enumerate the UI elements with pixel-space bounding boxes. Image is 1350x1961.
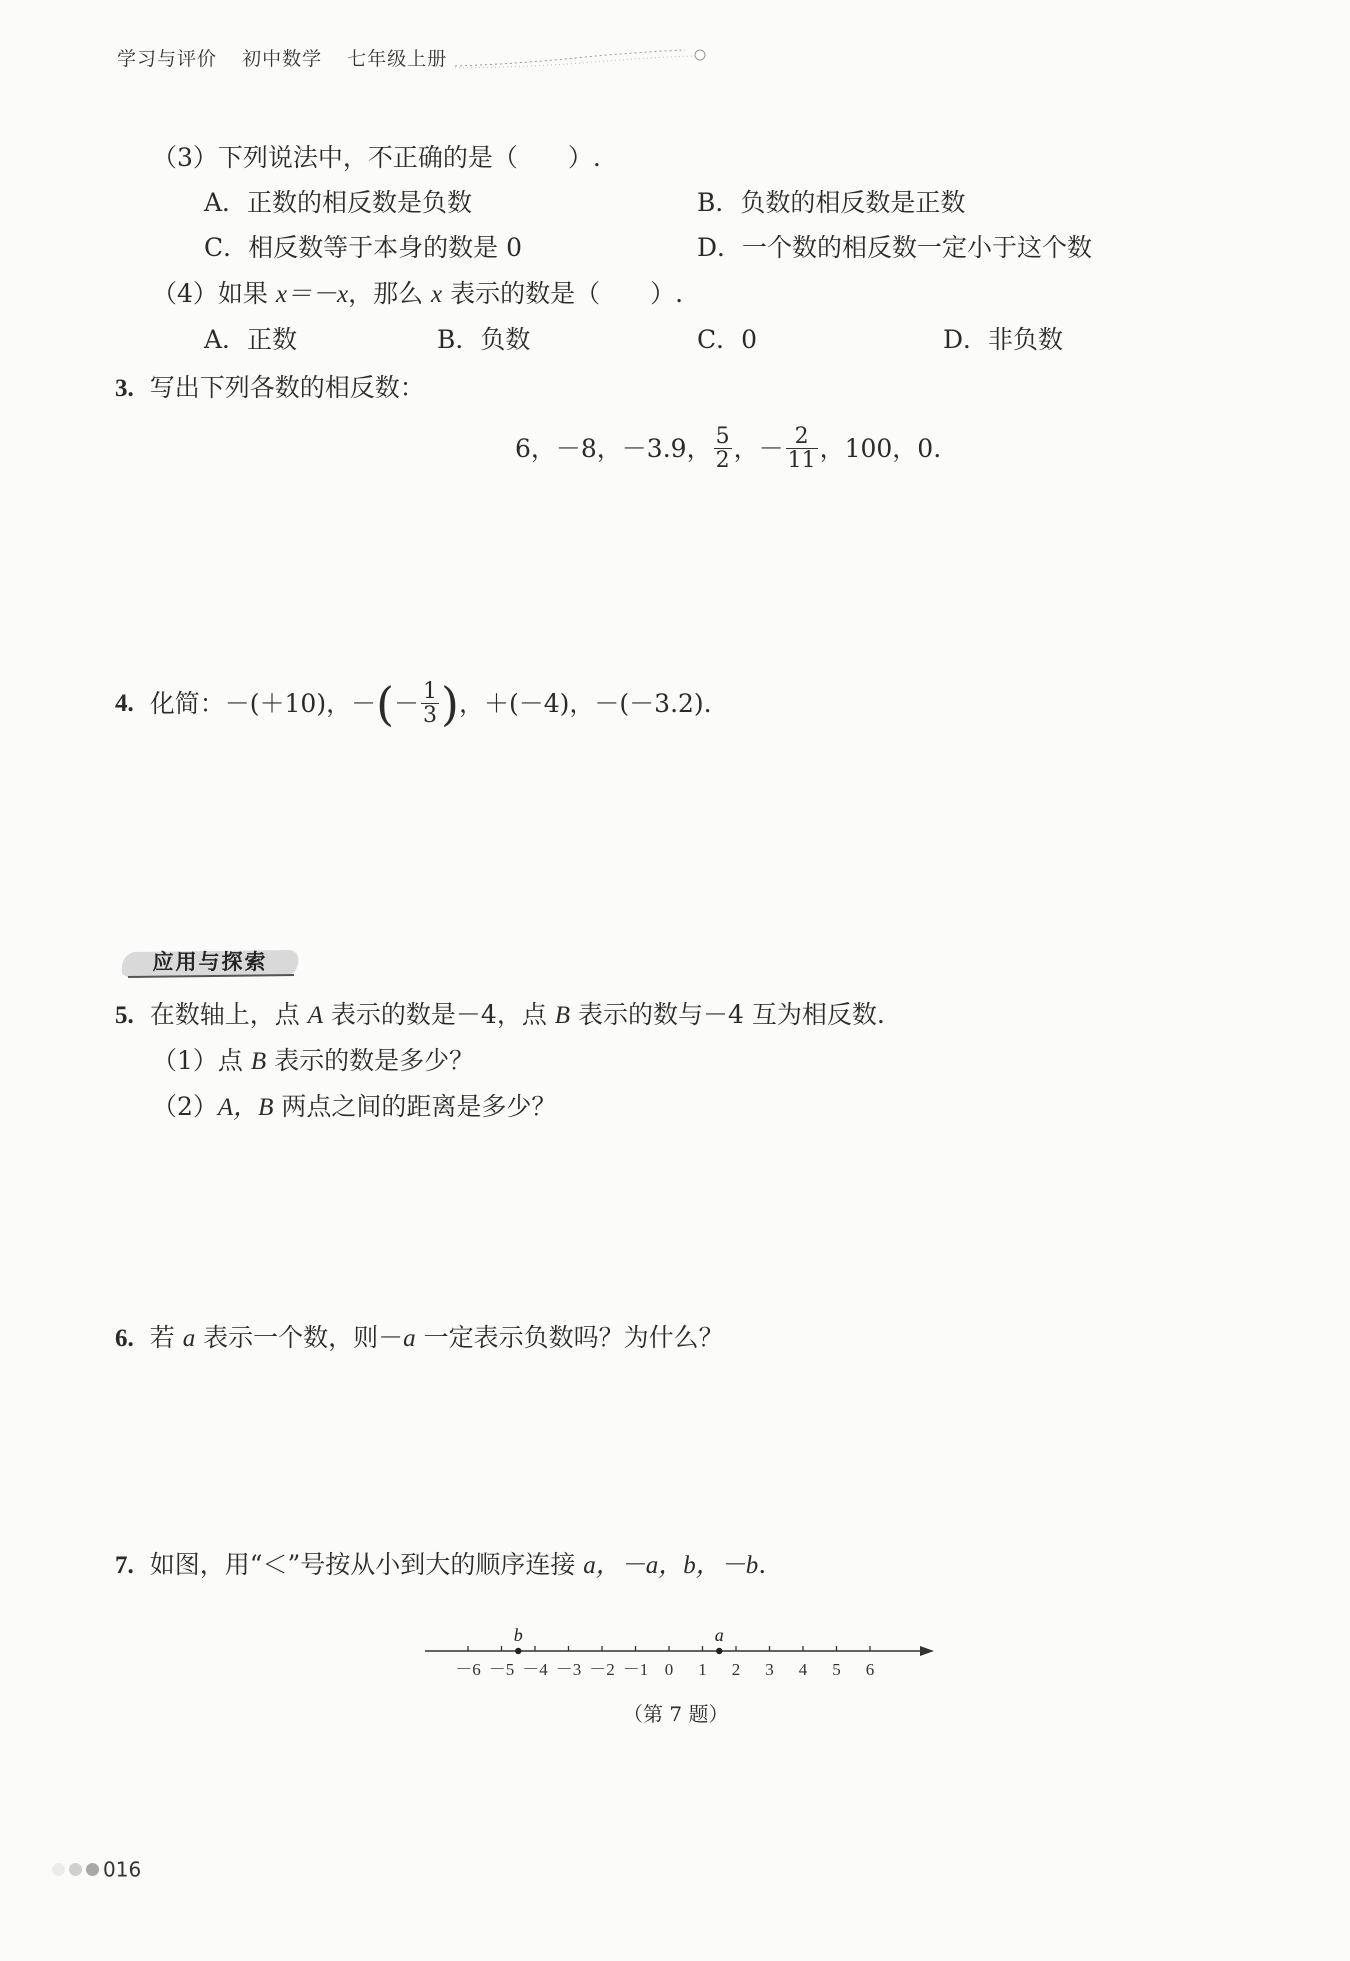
- tick-label: －3: [555, 1660, 582, 1679]
- q4-text-post: ，＋(－4)，－(－3.2).: [459, 689, 712, 719]
- question-2-4-option-d: D．非负数: [943, 325, 1064, 354]
- q5-text-b: 表示的数是－4，点: [322, 1000, 555, 1029]
- question-3-number: 3.: [115, 375, 134, 402]
- q6-var-a: a: [182, 1325, 196, 1352]
- question-2-3-option-a: A．正数的相反数是负数: [204, 188, 473, 217]
- q3-list-pre: 6，－8，－3.9，: [515, 434, 712, 464]
- footer-dot-3: [86, 1863, 99, 1876]
- point-b-marker: [515, 1648, 521, 1654]
- tick-label: 6: [865, 1660, 875, 1679]
- question-2-3-option-b: B．负数的相反数是正数: [697, 188, 966, 217]
- q3-frac1-num: 5: [715, 424, 730, 449]
- tick-label: －1: [622, 1660, 649, 1679]
- q5-sub1-var: B: [250, 1048, 267, 1075]
- question-3-number-list: [515, 425, 941, 472]
- q5-text-c: 表示的数与－4 互为相反数.: [570, 1000, 885, 1029]
- question-4: [115, 676, 712, 731]
- q5-sub2-pre: （2）: [152, 1092, 218, 1121]
- q3-fraction-1: [714, 425, 732, 472]
- tick-label: 3: [765, 1660, 774, 1679]
- q24-stem-mid: ，那么: [348, 279, 432, 308]
- q3-sep: ，－: [733, 434, 784, 464]
- q4-close-paren: ): [441, 676, 459, 731]
- number-line: [420, 1615, 940, 1690]
- question-5-sub-1: [152, 1048, 474, 1074]
- question-2-4-stem: [152, 281, 683, 307]
- q4-open-paren: (: [376, 676, 395, 731]
- q3-fraction-2: [786, 425, 818, 472]
- point-b-label: b: [513, 1625, 523, 1645]
- q5-text-a: 在数轴上，点: [149, 1000, 308, 1029]
- tick-label: 1: [698, 1660, 707, 1679]
- q5-sub2-var: A，B: [217, 1094, 274, 1121]
- page-number: 016: [103, 1857, 142, 1882]
- question-7-number: 7.: [115, 1552, 134, 1579]
- point-a-marker: [716, 1648, 722, 1654]
- q4-text-pre: 化简：－(＋10)，－: [149, 689, 377, 719]
- question-2-3-option-d: D．一个数的相反数一定小于这个数: [697, 233, 1093, 262]
- q5-sub1-post: 表示的数是多少？: [266, 1046, 475, 1075]
- question-2-4-option-b: B．负数: [437, 325, 531, 354]
- footer-dot-1: [52, 1863, 65, 1876]
- tick-label: 5: [832, 1660, 841, 1679]
- q24-stem-pre: （4）如果: [152, 279, 276, 308]
- q3-frac2-den: 11: [787, 448, 816, 474]
- tick-label: 2: [731, 1660, 741, 1679]
- question-6-number: 6.: [115, 1325, 134, 1352]
- q5-var-b: B: [554, 1002, 571, 1029]
- page-header: [117, 44, 465, 71]
- page-footer: [52, 1856, 141, 1882]
- q24-equation: x＝－x: [275, 281, 349, 308]
- figure-caption: （第 7 题）: [623, 1702, 729, 1726]
- question-4-number: 4.: [115, 690, 134, 718]
- q24-stem-post: 表示的数是（ ）.: [442, 279, 684, 308]
- question-2-3-stem: （3）下列说法中，不正确的是（ ）.: [152, 143, 601, 172]
- question-3-text: 写出下列各数的相反数：: [149, 373, 425, 402]
- q3-frac1-den: 2: [715, 448, 730, 474]
- q4-frac-num: 1: [423, 679, 438, 704]
- tick-label: －5: [488, 1660, 515, 1679]
- header-decoration: [455, 40, 720, 70]
- q7-vars: a，－a，b，－b: [583, 1552, 759, 1579]
- q4-frac-den: 3: [423, 703, 438, 729]
- section-title: 应用与探索: [152, 950, 268, 974]
- tick-label: －6: [455, 1660, 481, 1679]
- tick-label: －2: [589, 1660, 615, 1679]
- q6-text-b: 表示一个数，则－: [195, 1323, 404, 1352]
- tick-label: 0: [664, 1660, 674, 1679]
- point-a-label: a: [714, 1625, 724, 1645]
- footer-dot-2: [69, 1863, 82, 1876]
- q7-end: .: [758, 1550, 767, 1579]
- q6-text-c: 一定表示负数吗？为什么？: [415, 1323, 724, 1352]
- q6-var-b: a: [403, 1325, 416, 1352]
- q5-var-a: A: [307, 1002, 323, 1029]
- q5-sub1-pre: （1）点: [152, 1046, 251, 1075]
- q6-text-a: 若: [149, 1323, 183, 1352]
- header-grade: 七年级上册: [347, 48, 448, 70]
- q5-sub2-post: 两点之间的距离是多少？: [273, 1092, 557, 1121]
- question-5-sub-2: [152, 1094, 556, 1120]
- question-2-4-option-a: A．正数: [204, 325, 298, 354]
- question-5-number: 5.: [115, 1002, 134, 1029]
- q3-list-post: ，100，0.: [819, 434, 942, 464]
- tick-label: －4: [522, 1660, 548, 1679]
- header-subject: 初中数学: [242, 48, 323, 70]
- q4-inner-pre: －: [394, 689, 420, 719]
- number-line-arrow: [920, 1646, 934, 1656]
- q3-frac2-num: 2: [786, 425, 818, 449]
- question-3: [115, 375, 425, 401]
- tick-label: 4: [798, 1660, 808, 1679]
- section-banner: [118, 944, 302, 980]
- question-7: [115, 1552, 766, 1578]
- q24-var: x: [431, 281, 443, 308]
- header-series: 学习与评价: [117, 48, 218, 70]
- q4-fraction: [421, 680, 439, 727]
- question-2-4-option-c: C．0: [697, 325, 758, 354]
- question-5: [115, 1002, 885, 1028]
- q7-text: 如图，用“＜”号按从小到大的顺序连接: [149, 1550, 584, 1579]
- question-2-3-option-c: C．相反数等于本身的数是 0: [204, 233, 522, 262]
- question-6: [115, 1325, 724, 1351]
